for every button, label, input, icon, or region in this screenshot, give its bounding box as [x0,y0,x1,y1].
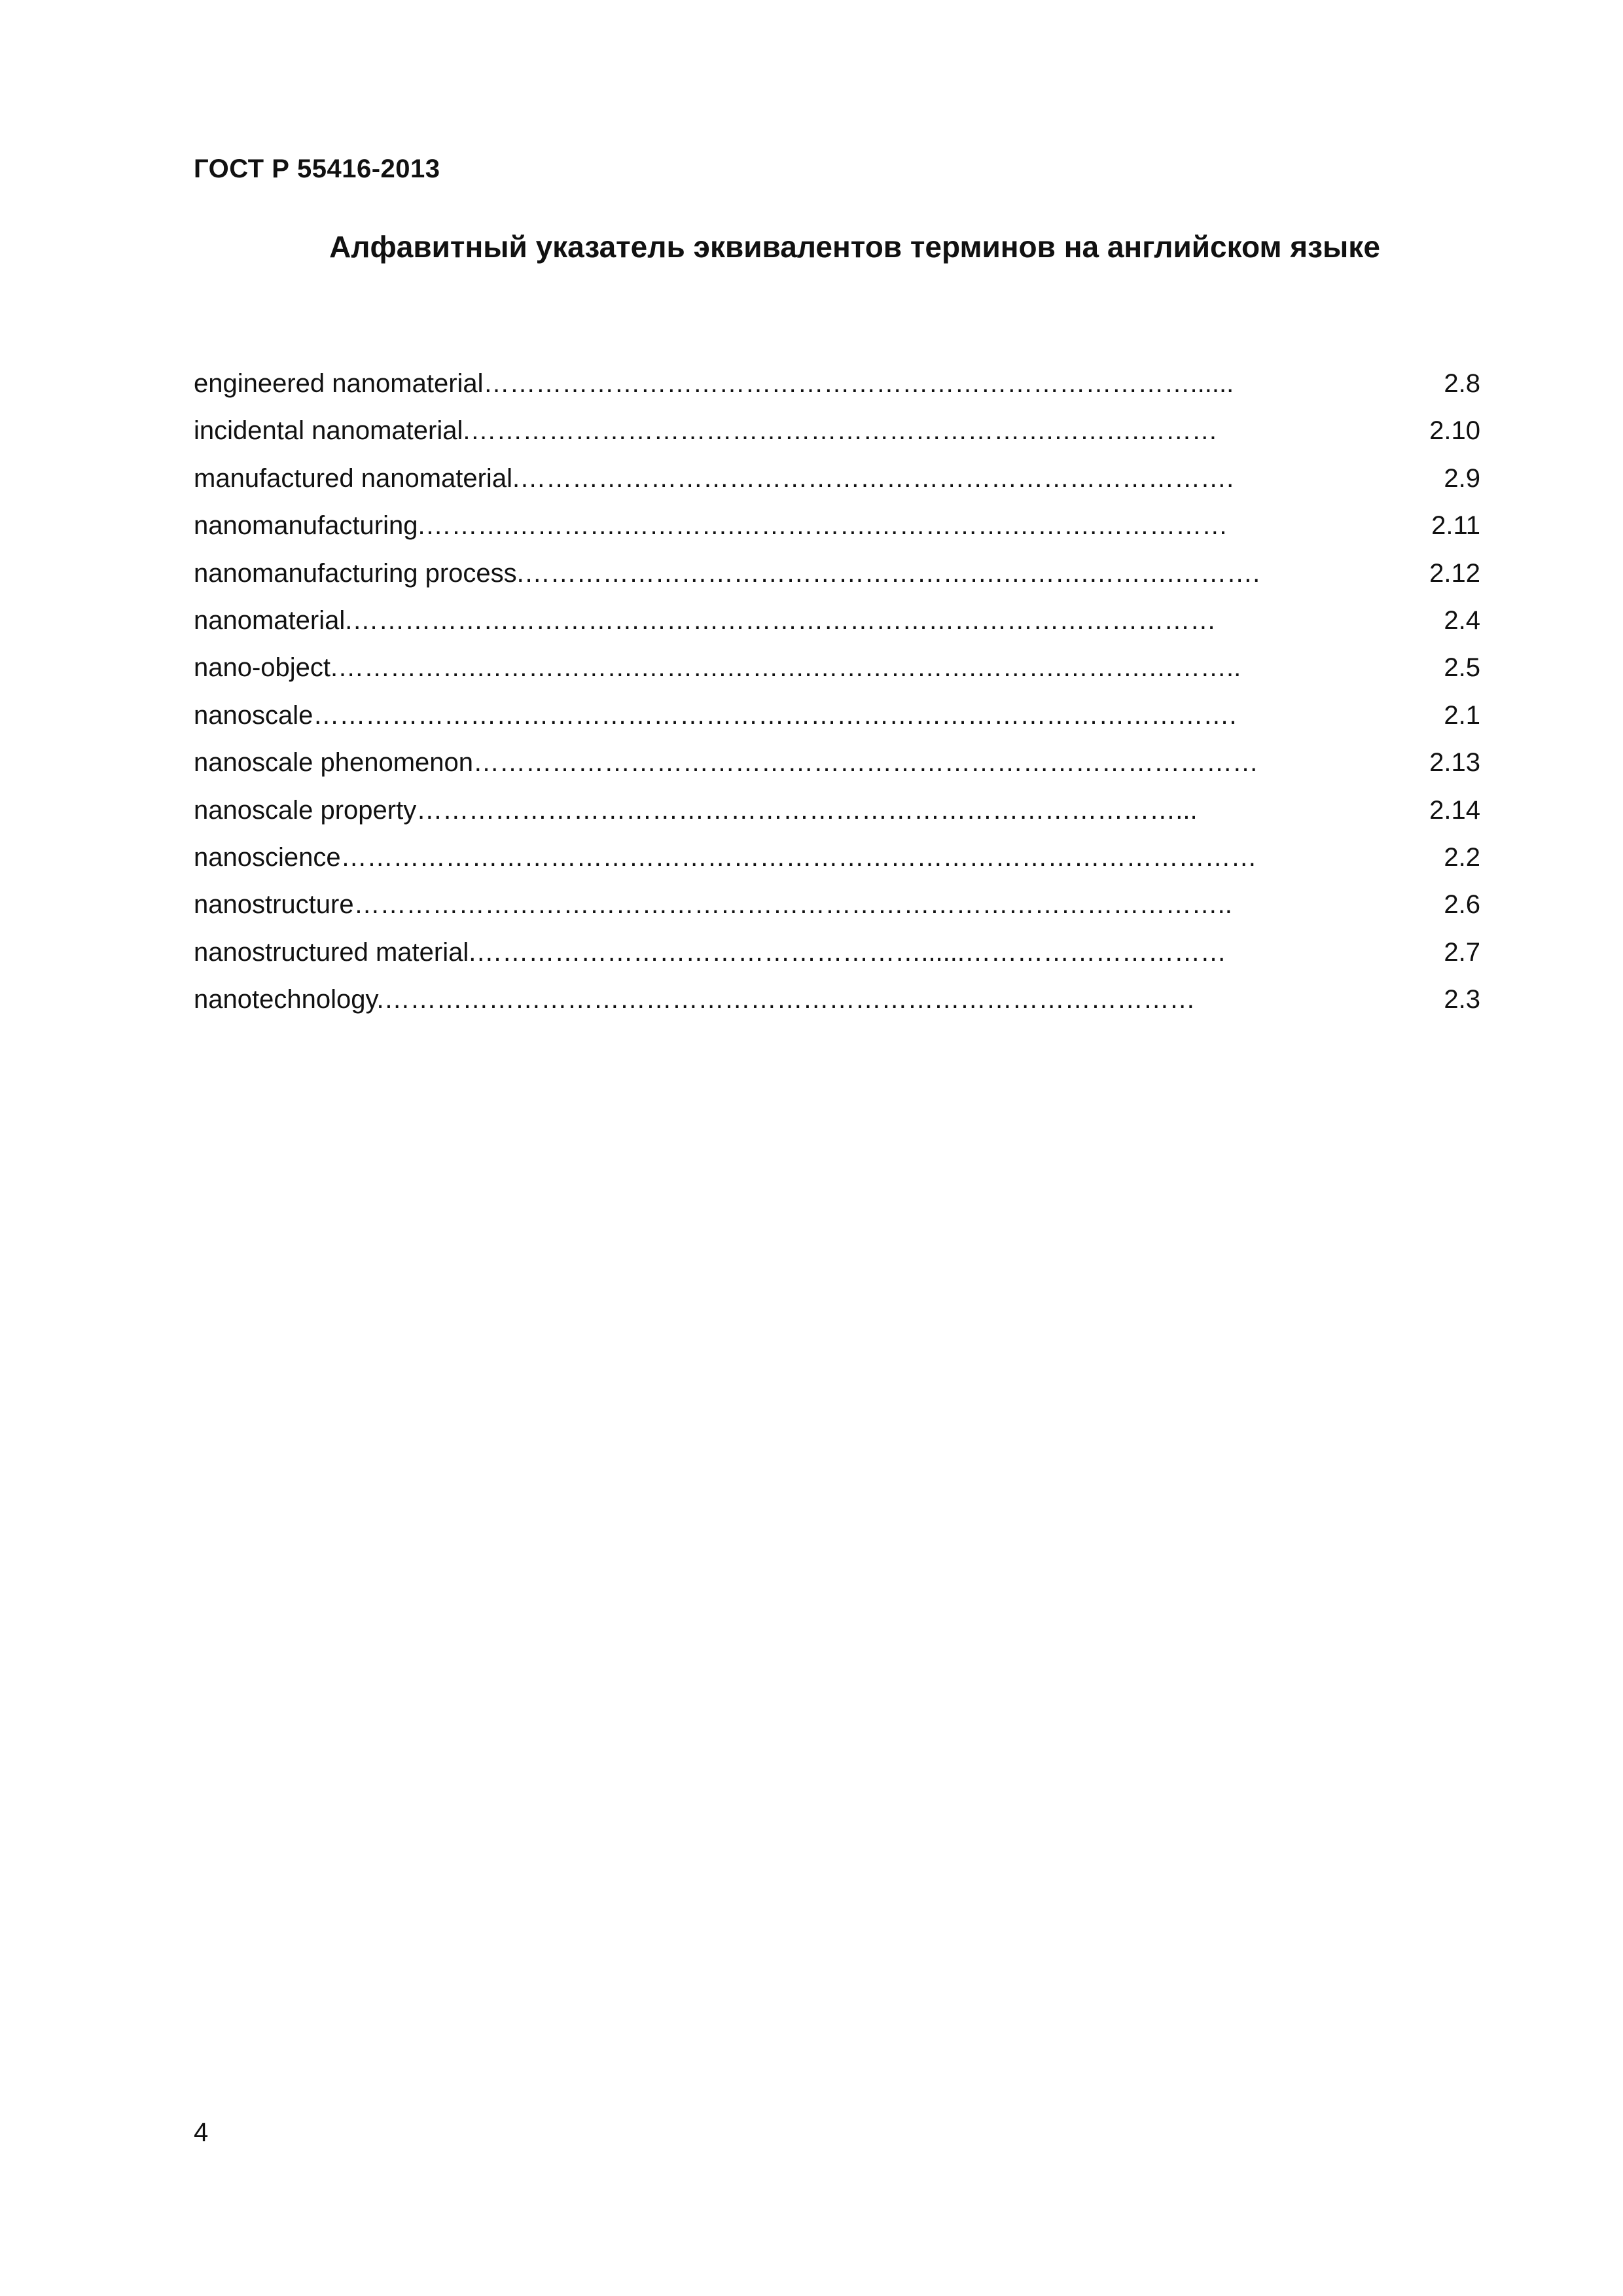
index-entry-term: nanomaterial.……………………………………………………………………………………… [194,605,1217,635]
term-index-list [194,367,1480,1030]
index-entry-term: nanostructured material.……………………………………………......………………………… [194,937,1227,967]
index-entry [194,793,1480,840]
index-entry-ref: 2.7 [1444,937,1480,967]
document-id: ГОСТ Р 55416-2013 [194,154,440,183]
index-entry-term: engineered nanomaterial………………………………………………………………………...... [194,369,1234,398]
index-entry-ref: 2.1 [1444,700,1480,730]
page-number: 4 [194,2118,209,2147]
index-entry [194,651,1480,698]
index-entry-term: nano-object.…………….……………….……….……….……………….……….……….……….. [194,653,1241,683]
index-entry-term: nanoscale property……………………………………………………………………………... [194,795,1198,825]
index-entry [194,888,1480,935]
index-entry-ref: 2.6 [1444,890,1480,920]
index-entry-term: nanoscale phenomenon……………………………………………………………………………… [194,748,1259,778]
index-entry-term: manufactured nanomaterial.………………………………………………………………………. [194,463,1234,493]
index-entry [194,414,1480,461]
index-entry-ref: 2.5 [1444,653,1480,683]
index-entry-ref: 2.4 [1444,605,1480,635]
index-title: Алфавитный указатель эквивалентов терминов на английском языке [329,230,1380,264]
index-entry-term: nanoscience…………………………………………………………………………………………… [194,842,1257,872]
index-entry-ref: 2.2 [1444,842,1480,872]
index-entry [194,603,1480,651]
index-entry-term: nanotechnology.………………………………………………………………………………… [194,985,1196,1014]
index-entry-ref: 2.3 [1444,985,1480,1014]
index-entry [194,367,1480,414]
index-entry-term: nanoscale……………………………………………………………………………………………. [194,700,1237,730]
index-entry-term: nanostructure……………………………………………………………………………………….. [194,890,1232,920]
index-entry [194,840,1480,888]
index-entry [194,982,1480,1030]
index-entry-ref: 2.14 [1429,795,1480,825]
index-entry [194,745,1480,793]
index-entry [194,509,1480,556]
index-entry-term: nanomanufacturing.……….………….………….…………….…………….……….…………… [194,511,1228,541]
index-entry-ref: 2.8 [1444,369,1480,398]
index-entry-ref: 2.10 [1429,416,1480,446]
index-entry [194,461,1480,509]
index-entry-ref: 2.12 [1429,558,1480,588]
index-entry-ref: 2.13 [1429,748,1480,778]
index-entry-ref: 2.11 [1431,511,1480,541]
index-entry-ref: 2.9 [1444,463,1480,493]
index-entry-term: incidental nanomaterial.………………………………………………………….……….……… [194,416,1218,446]
index-entry [194,698,1480,745]
index-entry [194,935,1480,982]
index-entry-term: nanomanufacturing process.……………………………………………….……….……….………. [194,558,1260,588]
index-entry [194,556,1480,603]
